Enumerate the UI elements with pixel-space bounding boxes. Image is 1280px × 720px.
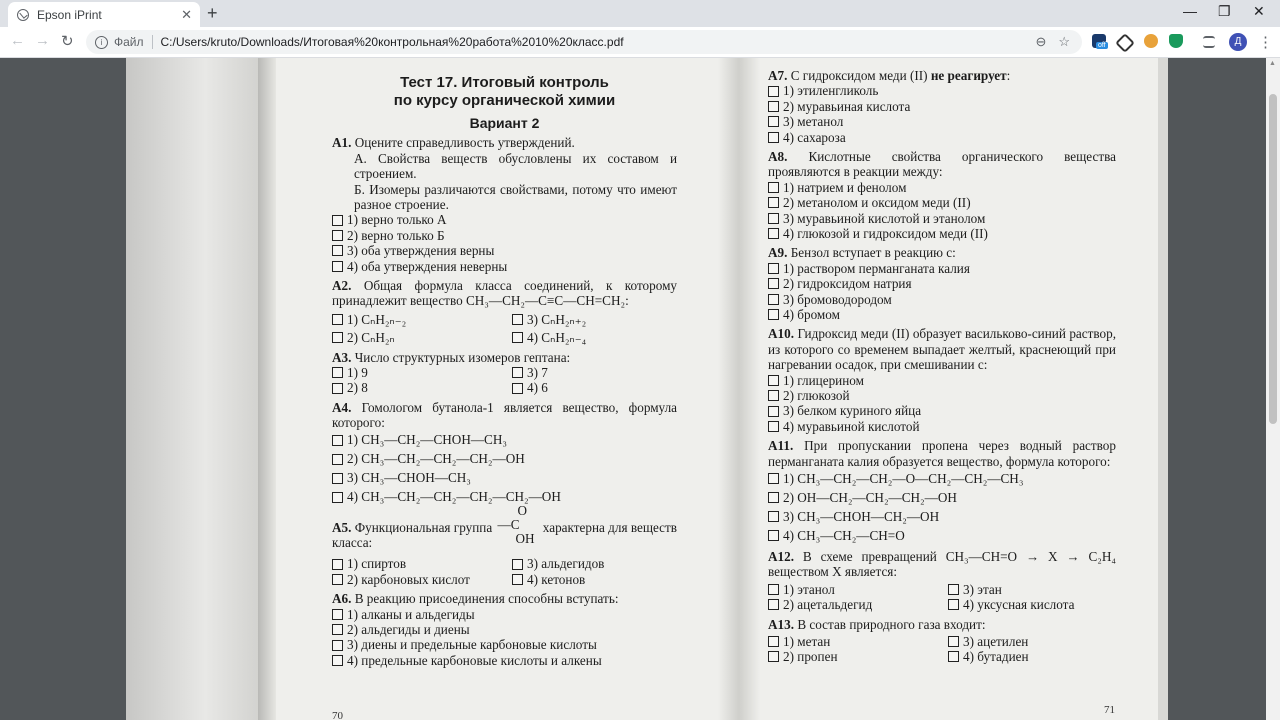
options-row — [332, 365, 677, 380]
checkbox[interactable] — [768, 213, 779, 224]
answer-option[interactable]: 1) спиртов — [332, 556, 512, 571]
checkbox[interactable] — [768, 309, 779, 320]
answer-option[interactable]: 3) метанол — [768, 114, 1116, 129]
test-title-line1: Тест 17. Итоговый контроль — [400, 74, 609, 91]
profile-avatar[interactable]: Д — [1229, 33, 1247, 51]
answer-option[interactable]: 1) метан — [768, 634, 948, 649]
checkbox[interactable] — [768, 294, 779, 305]
site-label: Файл — [114, 35, 153, 49]
answer-option[interactable]: 3) оба утверждения верны — [332, 243, 677, 258]
answer-option[interactable]: 2) ацетальдегид — [768, 597, 948, 612]
checkbox[interactable] — [332, 473, 343, 484]
question-a11: А11. При пропускании пропена через водный раствор перманганата калия образуется вещество, формула которого: — [768, 438, 1116, 469]
checkbox[interactable] — [948, 636, 959, 647]
checkbox[interactable] — [332, 245, 343, 256]
browser-toolbar — [0, 27, 1280, 58]
scan-left-margin — [126, 58, 258, 720]
answer-option[interactable]: 3) CH₃—CHOH—CH₂—OH — [768, 507, 1116, 526]
active-tab[interactable] — [8, 2, 200, 27]
answer-option[interactable]: 4) бутадиен — [948, 649, 1029, 664]
back-button[interactable]: ← — [10, 32, 25, 49]
checkbox[interactable] — [332, 435, 343, 446]
checkbox[interactable] — [768, 599, 779, 610]
answer-option[interactable]: 3) альдегидов — [512, 556, 604, 571]
answer-option[interactable]: 2) муравьиная кислота — [768, 99, 1116, 114]
answer-option[interactable]: 3) этан — [948, 582, 1002, 597]
answer-option[interactable]: 4) CH₃—CH₂—CH₂—CH₂—CH₂—OH — [332, 488, 677, 507]
checkbox[interactable] — [512, 367, 523, 378]
scrollbar-thumb[interactable] — [1269, 94, 1277, 424]
answer-option[interactable]: 3) CH₃—CHOH—CH₃ — [332, 469, 677, 488]
checkbox[interactable] — [512, 559, 523, 570]
left-page-text — [332, 74, 677, 668]
answer-option[interactable]: 1) натрием и фенолом — [768, 180, 1116, 195]
checkbox[interactable] — [768, 390, 779, 401]
extension-hat-icon[interactable] — [1144, 34, 1158, 48]
checkbox[interactable] — [512, 314, 523, 325]
answer-option[interactable]: 4) кетонов — [512, 572, 585, 587]
checkbox[interactable] — [768, 86, 779, 97]
scroll-up-icon[interactable]: ▲ — [1269, 60, 1276, 67]
checkbox[interactable] — [768, 406, 779, 417]
answer-option[interactable]: 1) алканы и альдегиды — [332, 607, 677, 622]
right-page-number: 71 — [1104, 704, 1115, 716]
options-row — [332, 330, 677, 345]
variant-heading: Вариант 2 — [469, 115, 540, 131]
question-a12: А12. В схеме превращений CH₃—CH=O → X → C₂H₄ веществом X является: — [768, 548, 1117, 580]
answer-option[interactable]: 4) сахароза — [768, 130, 1116, 145]
answer-option[interactable]: 2) CH₃—CH₂—CH₂—CH₂—OH — [332, 450, 677, 469]
book-spine — [718, 58, 760, 720]
menu-icon[interactable]: ⋮ — [1258, 34, 1273, 51]
checkbox[interactable] — [332, 215, 343, 226]
question-a8: А8. Кислотные свойства органического вещества проявляются в реакции между: — [768, 148, 1116, 180]
scan-right-edge — [1158, 58, 1168, 720]
checkbox[interactable] — [768, 421, 779, 432]
options-row — [332, 556, 677, 571]
question-a13: А13. В состав природного газа входит: — [768, 616, 986, 632]
answer-option[interactable]: 3) CₙH₂ₙ₊₂ — [512, 312, 586, 327]
options-row — [768, 597, 1116, 612]
answer-option[interactable]: 3) муравьиной кислотой и этанолом — [768, 211, 1116, 226]
checkbox[interactable] — [332, 314, 343, 325]
options-row — [332, 380, 677, 395]
answer-option[interactable]: 1) этанол — [768, 582, 948, 597]
options-row — [768, 649, 1116, 664]
statement-b: Б. Изомеры различаются свойствами, потому что имеют разное строение. — [354, 181, 677, 213]
answer-option[interactable]: 2) глюкозой — [768, 388, 1116, 403]
address-bar[interactable] — [86, 30, 1082, 54]
answer-option[interactable]: 2) верно только Б — [332, 228, 677, 243]
checkbox[interactable] — [768, 228, 779, 239]
checkbox[interactable] — [332, 454, 343, 465]
checkbox[interactable] — [512, 383, 523, 394]
checkbox[interactable] — [768, 511, 779, 522]
answer-option[interactable]: 1) CH₃—CH₂—CHOH—CH₃ — [332, 431, 677, 450]
checkbox[interactable] — [332, 367, 343, 378]
extension-shield-icon[interactable] — [1169, 34, 1183, 48]
reload-button[interactable]: ↻ — [61, 33, 74, 50]
answer-option[interactable]: 2) метанолом и оксидом меди (II) — [768, 195, 1116, 210]
checkbox[interactable] — [332, 492, 343, 503]
checkbox[interactable] — [332, 609, 343, 620]
group-oxygen: O — [517, 502, 528, 518]
answer-option[interactable]: 2) CₙH₂ₙ — [332, 330, 512, 345]
test-title-line2: по курсу органической химии — [393, 92, 616, 109]
answer-option[interactable]: 3) 7 — [512, 365, 548, 380]
bookmark-star-icon[interactable]: ☆ — [1058, 34, 1070, 49]
zoom-icon[interactable]: ⊖ — [1035, 34, 1047, 49]
answer-option[interactable]: 3) белком куриного яйца — [768, 403, 1116, 418]
checkbox[interactable] — [768, 263, 779, 274]
checkbox[interactable] — [768, 651, 779, 662]
question-a3: А3. Число структурных изомеров гептана: — [332, 349, 571, 365]
pdf-viewer[interactable] — [0, 58, 1266, 720]
checkbox[interactable] — [512, 332, 523, 343]
extension-adblock-icon[interactable] — [1092, 34, 1106, 48]
maximize-button[interactable]: ❐ — [1218, 3, 1231, 19]
checkbox[interactable] — [768, 473, 779, 484]
answer-option[interactable]: 4) предельные карбоновые кислоты и алкены — [332, 653, 677, 668]
answer-option[interactable]: 1) CₙH₂ₙ₋₂ — [332, 312, 512, 327]
statement-a: А. Свойства веществ обусловлены их составом и строением. — [354, 150, 677, 182]
question-a7: А7. С гидроксидом меди (II) не реагирует: — [768, 68, 1011, 83]
answer-option[interactable]: 4) глюкозой и гидроксидом меди (II) — [768, 226, 1116, 241]
minimize-button[interactable]: — — [1183, 3, 1197, 19]
checkbox[interactable] — [332, 655, 343, 666]
answer-option[interactable]: 3) диены и предельные карбоновые кислоты — [332, 637, 677, 652]
answer-option[interactable]: 2) 8 — [332, 380, 512, 395]
checkbox[interactable] — [768, 116, 779, 127]
info-icon[interactable]: i — [95, 36, 108, 49]
checkbox[interactable] — [948, 651, 959, 662]
group-carbon: —C — [497, 516, 520, 532]
checkbox[interactable] — [332, 559, 343, 570]
answer-option[interactable]: 4) муравьиной кислотой — [768, 419, 1116, 434]
printer-favicon-icon — [17, 9, 29, 21]
right-page-text — [768, 68, 1116, 665]
extension-badge: off — [1098, 42, 1106, 49]
checkbox[interactable] — [332, 574, 343, 585]
answer-option[interactable]: 1) этиленгликоль — [768, 83, 1116, 98]
checkbox[interactable] — [768, 132, 779, 143]
checkbox[interactable] — [332, 261, 343, 272]
options-row — [768, 634, 1116, 649]
question-a9: А9. Бензол вступает в реакцию с: — [768, 245, 956, 261]
checkbox[interactable] — [768, 182, 779, 193]
checkbox[interactable] — [768, 530, 779, 541]
answer-option[interactable]: 4) CₙH₂ₙ₋₄ — [512, 330, 586, 345]
answer-option[interactable]: 1) глицерином — [768, 373, 1116, 388]
left-page-number: 70 — [332, 710, 343, 720]
answer-option[interactable]: 4) оба утверждения неверны — [332, 259, 677, 274]
question-a4: А4. Гомологом бутанола-1 является вещество, формула которого: — [332, 399, 678, 431]
checkbox[interactable] — [768, 375, 779, 386]
checkbox[interactable] — [768, 101, 779, 112]
answer-option[interactable]: 4) уксусная кислота — [948, 597, 1074, 612]
checkbox[interactable] — [512, 574, 523, 585]
answer-option[interactable]: 1) раствором перманганата калия — [768, 261, 1116, 276]
answer-option[interactable]: 1) верно только А — [332, 212, 677, 227]
answer-option[interactable]: 4) CH₃—CH₂—CH=O — [768, 526, 1116, 545]
checkbox[interactable] — [768, 197, 779, 208]
answer-option[interactable]: 4) бромом — [768, 307, 1116, 322]
answer-option[interactable]: 2) карбоновых кислот — [332, 572, 512, 587]
checkbox[interactable] — [332, 332, 343, 343]
answer-option[interactable]: 1) 9 — [332, 365, 512, 380]
vertical-scrollbar[interactable] — [1266, 58, 1280, 720]
options-row — [332, 572, 677, 587]
scan-page-fold — [258, 58, 276, 720]
tab-strip — [0, 0, 1280, 27]
answer-option[interactable]: 3) ацетилен — [948, 634, 1028, 649]
answer-option[interactable]: 3) бромоводородом — [768, 292, 1116, 307]
answer-option[interactable]: 1) CH₃—CH₂—CH₂—O—CH₂—CH₂—CH₃ — [768, 469, 1116, 488]
question-a2: А2. Общая формула класса соединений, к которому принадлежит вещество CH₃—CH₂—C≡C—CH=CH₂: — [332, 278, 678, 309]
checkbox[interactable] — [768, 636, 779, 647]
options-row — [332, 312, 677, 327]
answer-option[interactable]: 2) пропен — [768, 649, 948, 664]
question-a10: А10. Гидроксид меди (II) образует васильково-синий раствор, из которого со временем выпадает желтый, краснеющий при нагревании осадок, при смешивании с: — [768, 326, 1117, 373]
checkbox[interactable] — [332, 640, 343, 651]
question-a5: А5. Функциональная группа O —C OH характерна для веществ класса: — [332, 502, 678, 550]
checkbox[interactable] — [948, 599, 959, 610]
forward-button[interactable]: → — [35, 32, 50, 49]
answer-option[interactable]: 2) OH—CH₂—CH₂—CH₂—OH — [768, 488, 1116, 507]
tab-title: Epson iPrint — [37, 7, 102, 22]
extension-cube-icon[interactable] — [1115, 33, 1135, 53]
question-a1: А1. Оцените справедливость утверждений. — [332, 135, 575, 151]
checkbox[interactable] — [768, 278, 779, 289]
url-text[interactable]: C:/Users/kruto/Downloads/Итоговая%20контрольная%20работа%2010%20класс.pdf — [160, 35, 624, 49]
group-hydroxyl: OH — [515, 530, 535, 546]
options-row — [768, 582, 1116, 597]
checkbox[interactable] — [768, 492, 779, 503]
checkbox[interactable] — [332, 624, 343, 635]
new-tab-button[interactable]: + — [207, 3, 218, 23]
carboxyl-group — [496, 502, 540, 546]
checkbox[interactable] — [332, 230, 343, 241]
checkbox[interactable] — [332, 383, 343, 394]
answer-option[interactable]: 2) альдегиды и диены — [332, 622, 677, 637]
close-window-button[interactable]: ✕ — [1253, 3, 1265, 19]
tab-close-icon[interactable]: ✕ — [181, 6, 192, 22]
answer-option[interactable]: 2) гидроксидом натрия — [768, 276, 1116, 291]
reading-list-icon[interactable] — [1203, 36, 1215, 48]
checkbox[interactable] — [948, 584, 959, 595]
answer-option[interactable]: 4) 6 — [512, 380, 548, 395]
checkbox[interactable] — [768, 584, 779, 595]
question-a6: А6. В реакцию присоединения способны вступать: — [332, 591, 619, 607]
pdf-page — [126, 58, 1168, 720]
